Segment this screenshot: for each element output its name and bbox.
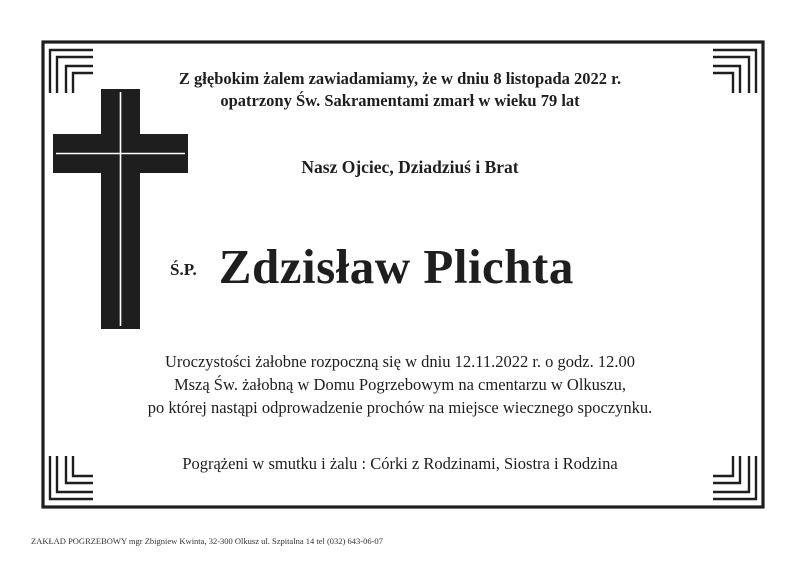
- ceremony-line-1: Uroczystości żałobne rozpoczną się w dniu 12.11.2022 r. o godz. 12.00: [165, 352, 635, 371]
- deceased-name: Zdzisław Plichta: [218, 239, 574, 294]
- sp-prefix: Ś.P.: [170, 260, 197, 279]
- deceased-name-row: [170, 238, 574, 295]
- ceremony-line-3: po której nastąpi odprowadzenie prochów na miejsce wiecznego spoczynku.: [147, 398, 653, 417]
- announcement-line-1: Z głębokim żalem zawiadamiamy, że w dniu 8 listopada 2022 r.: [178, 69, 622, 88]
- announcement-line-2: opatrzony Św. Sakramentami zmarł w wieku 79 lat: [220, 91, 580, 110]
- funeral-home-footer: ZAKŁAD POGRZEBOWY mgr Zbigniew Kwinta, 32-300 Olkusz ul. Szpitalna 14 tel (032) 643-06-07: [31, 536, 383, 546]
- relation-line: Nasz Ojciec, Dziadziuś i Brat: [301, 157, 519, 177]
- mourners-line: Pogrążeni w smutku i żalu : Córki z Rodzinami, Siostra i Rodzina: [182, 454, 618, 473]
- ceremony-line-2: Mszą Św. żałobną w Domu Pogrzebowym na cmentarzu w Olkuszu,: [173, 375, 627, 394]
